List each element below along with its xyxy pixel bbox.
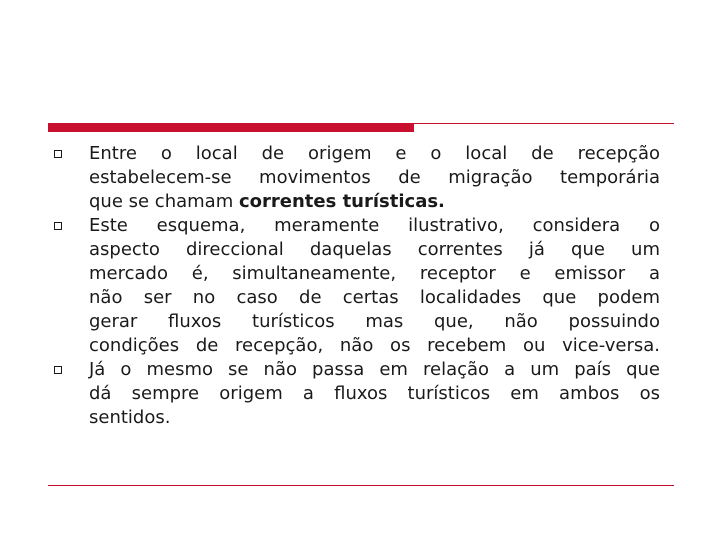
- bullet-square-icon: [54, 222, 62, 230]
- paragraph-3-line-1: Já o mesmo se não passa em relação a um país que: [89, 359, 660, 380]
- paragraph-2-line-2: aspecto direccional daquelas correntes já que um: [89, 239, 660, 260]
- bullet-square-icon: [54, 150, 62, 158]
- paragraph-1-line-1: Entre o local de origem e o local de recepção: [89, 143, 660, 164]
- paragraph-1-line-2: estabelecem-se movimentos de migração temporária: [89, 167, 660, 188]
- bullet-square-icon: [54, 366, 62, 374]
- paragraph-3-line-2: dá sempre origem a fluxos turísticos em ambos os: [89, 383, 660, 404]
- paragraph-1-line-3: [89, 190, 660, 214]
- top-accent-bar: [48, 124, 414, 132]
- paragraph-1-tail-text: que se chamam: [89, 191, 239, 212]
- paragraph-3-line-3: sentidos.: [89, 407, 171, 428]
- paragraph-2-line-3: mercado é, simultaneamente, receptor e emissor a: [89, 263, 660, 284]
- paragraph-2-line-4: não ser no caso de certas localidades que podem: [89, 287, 660, 308]
- paragraph-2-line-1: Este esquema, meramente ilustrativo, considera o: [89, 215, 660, 236]
- paragraph-2-line-5: gerar fluxos turísticos mas que, não possuindo: [89, 311, 660, 332]
- bottom-rule-line: [48, 485, 674, 486]
- paragraph-2-line-6: condições de recepção, não os recebem ou vice-versa.: [89, 335, 660, 356]
- paragraph-1-bold-term: correntes turísticas.: [238, 191, 445, 212]
